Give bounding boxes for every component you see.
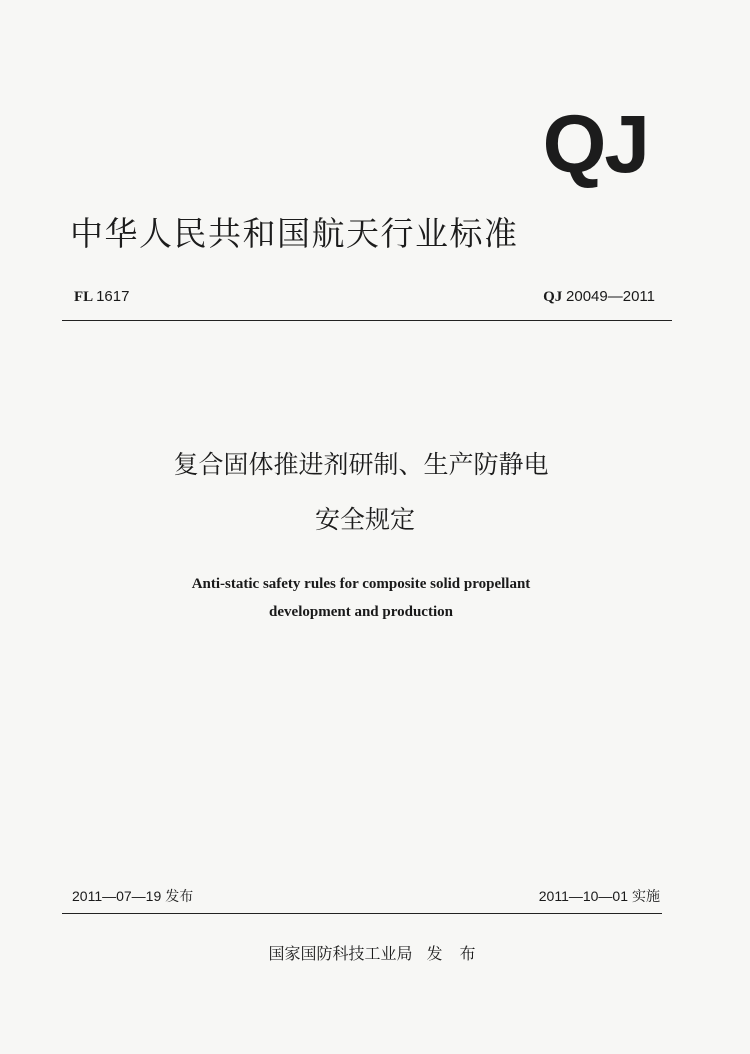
issuing-authority [0, 941, 750, 964]
issuer-action: 发 布 [426, 944, 482, 963]
standard-number-value: 20049—2011 [566, 288, 655, 305]
issuer-name: 国家国防科技工业局 [268, 944, 413, 963]
standard-logo: QJ [542, 99, 648, 190]
classification-number: 1617 [96, 288, 130, 305]
standard-category-title: 中华人民共和国航天行业标准 [70, 214, 519, 253]
implementation-date [539, 886, 660, 906]
title-chinese-line-1: 复合固体推进剂研制、生产防静电 [173, 450, 549, 479]
top-divider [62, 320, 672, 321]
title-english-line-2: development and production [269, 604, 453, 620]
issue-date-value: 2011—07—19 [72, 888, 162, 904]
issue-date [72, 886, 193, 906]
classification-prefix: FL [74, 289, 93, 305]
standard-prefix: QJ [543, 289, 563, 305]
classification-code [74, 288, 129, 306]
bottom-divider [62, 913, 662, 914]
standard-number [543, 288, 655, 306]
title-english-line-1: Anti-static safety rules for composite solid propellant [191, 576, 531, 592]
implementation-date-value: 2011—10—01 [538, 888, 628, 904]
title-chinese-line-2: 安全规定 [314, 505, 415, 534]
issue-date-label: 发布 [165, 889, 194, 905]
implementation-date-label: 实施 [632, 889, 660, 905]
